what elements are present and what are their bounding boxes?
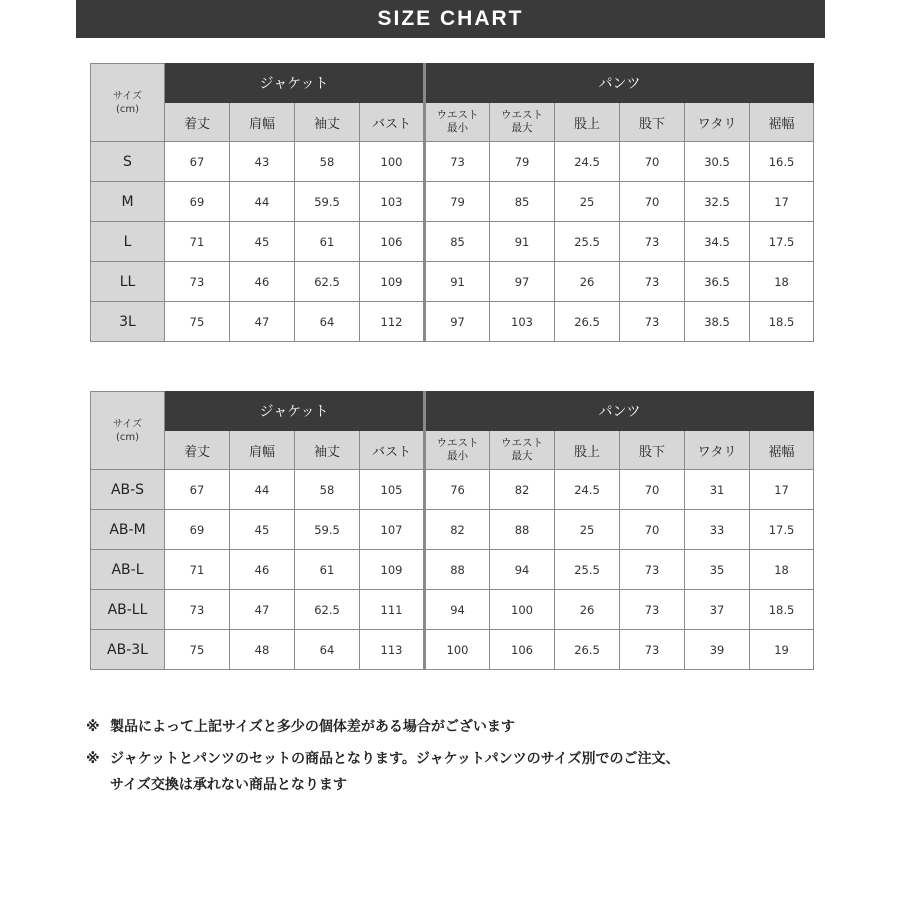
table-cell: 75 [165,630,230,670]
table-cell: 43 [230,142,295,182]
size-column-header [91,392,165,470]
column-header [555,431,620,470]
column-header [230,431,295,470]
table-cell: 17 [750,470,814,510]
table-row [91,182,814,222]
group-header-row [91,392,814,431]
table-cell: 24.5 [555,142,620,182]
group-header-row [91,64,814,103]
size-table-ab [90,391,814,670]
table-cell: 112 [360,302,425,342]
table-cell: 85 [425,222,490,262]
table-cell: 91 [425,262,490,302]
note-mark: ※ [86,751,100,767]
table-cell: 62.5 [295,262,360,302]
jacket-group-header: ジャケット [165,392,425,431]
table-cell: 73 [620,590,685,630]
pants-group-header: パンツ [425,64,814,103]
table-cell: 37 [685,590,750,630]
table-cell: 109 [360,262,425,302]
column-header-row [91,103,814,142]
table-row [91,142,814,182]
note-line: 製品によって上記サイズと多少の個体差がある場合がございます [110,719,515,735]
column-header [490,103,555,142]
table-cell: 48 [230,630,295,670]
banner-title: SIZE CHART [377,7,524,30]
table-cell: 79 [490,142,555,182]
table-row [91,222,814,262]
column-header [620,103,685,142]
column-header-label: ウエスト [436,109,479,121]
unit-label: (cm) [115,103,140,115]
table-cell: 59.5 [295,510,360,550]
table-cell: 47 [230,302,295,342]
table-cell: 39 [685,630,750,670]
table-cell: 38.5 [685,302,750,342]
note-line: ジャケットとパンツのセットの商品となります。ジャケットパンツのサイズ別でのご注文、 [110,751,680,767]
pants-group-header: パンツ [425,392,814,431]
table-cell: 64 [295,630,360,670]
table-cell: 67 [165,142,230,182]
table-cell: 26 [555,262,620,302]
table-cell: 32.5 [685,182,750,222]
column-header [295,103,360,142]
size-row-header: 3L [91,302,165,342]
table-cell: 58 [295,142,360,182]
table-cell: 61 [295,550,360,590]
table-row [91,262,814,302]
table-cell: 26.5 [555,630,620,670]
table-row [91,550,814,590]
table-cell: 69 [165,510,230,550]
column-header-label: 股上 [574,444,601,460]
table-cell: 100 [360,142,425,182]
size-row-header: L [91,222,165,262]
table-cell: 19 [750,630,814,670]
size-row-header: AB-L [91,550,165,590]
column-header-label: 肩幅 [248,116,275,132]
column-header [490,431,555,470]
table-cell: 35 [685,550,750,590]
table-cell: 82 [425,510,490,550]
note-line: サイズ交換は承れない商品となります [110,777,347,793]
table-cell: 97 [425,302,490,342]
table-cell: 73 [620,302,685,342]
table-cell: 44 [230,182,295,222]
size-column-header [91,64,165,142]
table-cell: 58 [295,470,360,510]
column-header-row [91,431,814,470]
table-cell: 31 [685,470,750,510]
column-header [425,431,490,470]
table-cell: 94 [425,590,490,630]
table-cell: 70 [620,470,685,510]
table-cell: 45 [230,510,295,550]
table-row [91,470,814,510]
table-cell: 70 [620,510,685,550]
table-cell: 113 [360,630,425,670]
table-row [91,590,814,630]
table-cell: 25 [555,510,620,550]
column-header-label: ウエスト [501,437,544,449]
table-cell: 97 [490,262,555,302]
table-cell: 106 [360,222,425,262]
table-cell: 67 [165,470,230,510]
table-cell: 73 [620,630,685,670]
table-cell: 16.5 [750,142,814,182]
column-header [230,103,295,142]
table-cell: 111 [360,590,425,630]
table-cell: 18.5 [750,302,814,342]
table-cell: 73 [165,590,230,630]
note [86,746,886,798]
table-cell: 85 [490,182,555,222]
size-row-header: AB-S [91,470,165,510]
table-cell: 33 [685,510,750,550]
table-cell: 18 [750,262,814,302]
table-cell: 94 [490,550,555,590]
table-cell: 103 [490,302,555,342]
size-row-header: LL [91,262,165,302]
table-cell: 46 [230,262,295,302]
column-header [750,103,814,142]
table-cell: 100 [425,630,490,670]
column-header [165,431,230,470]
table-cell: 45 [230,222,295,262]
table-cell: 88 [425,550,490,590]
column-header-sub: 最大 [511,450,533,462]
size-row-header: AB-M [91,510,165,550]
column-header [425,103,490,142]
column-header-label: ウエスト [436,437,479,449]
column-header [750,431,814,470]
table-cell: 88 [490,510,555,550]
table-cell: 70 [620,142,685,182]
table-cell: 46 [230,550,295,590]
size-table-regular [90,63,814,342]
note-body [110,714,515,740]
table-cell: 59.5 [295,182,360,222]
column-header-label: ウエスト [501,109,544,121]
table-cell: 100 [490,590,555,630]
column-header-label: 裾幅 [768,444,795,460]
table-row [91,510,814,550]
column-header-label: ワタリ [697,116,737,132]
table-cell: 103 [360,182,425,222]
table-cell: 18.5 [750,590,814,630]
size-label: サイズ [112,90,143,102]
table-cell: 106 [490,630,555,670]
table-cell: 76 [425,470,490,510]
column-header [685,431,750,470]
table-cell: 75 [165,302,230,342]
column-header [620,431,685,470]
column-header-label: 袖丈 [313,116,340,132]
table-cell: 25.5 [555,550,620,590]
table-cell: 109 [360,550,425,590]
table-cell: 17.5 [750,222,814,262]
column-header-label: 肩幅 [248,444,275,460]
table-cell: 73 [425,142,490,182]
table-cell: 105 [360,470,425,510]
size-row-header: S [91,142,165,182]
column-header-label: 股下 [639,116,666,132]
note-body [110,746,680,798]
unit-label: (cm) [115,431,140,443]
table-cell: 47 [230,590,295,630]
table-cell: 26 [555,590,620,630]
table-cell: 91 [490,222,555,262]
table-cell: 17 [750,182,814,222]
table-cell: 73 [165,262,230,302]
column-header [685,103,750,142]
column-header-label: 着丈 [183,444,210,460]
table-cell: 71 [165,222,230,262]
table-cell: 73 [620,550,685,590]
note [86,714,886,740]
column-header-label: ワタリ [697,444,737,460]
column-header-label: 股上 [574,116,601,132]
note-mark: ※ [86,719,100,735]
table-cell: 70 [620,182,685,222]
column-header-label: 股下 [639,444,666,460]
table-cell: 71 [165,550,230,590]
table-cell: 82 [490,470,555,510]
table-cell: 18 [750,550,814,590]
column-header [360,431,425,470]
size-row-header: AB-3L [91,630,165,670]
column-header-label: バスト [372,116,412,132]
column-header-label: バスト [372,444,412,460]
column-header [555,103,620,142]
table-cell: 30.5 [685,142,750,182]
column-header [360,103,425,142]
column-header [295,431,360,470]
column-header-label: 着丈 [183,116,210,132]
size-row-header: M [91,182,165,222]
table-cell: 25.5 [555,222,620,262]
size-label: サイズ [112,418,143,430]
jacket-group-header: ジャケット [165,64,425,103]
table-cell: 17.5 [750,510,814,550]
table-cell: 79 [425,182,490,222]
column-header-sub: 最小 [447,450,469,462]
table-cell: 73 [620,262,685,302]
table-cell: 73 [620,222,685,262]
table-cell: 69 [165,182,230,222]
table-row [91,302,814,342]
size-row-header: AB-LL [91,590,165,630]
table-cell: 107 [360,510,425,550]
column-header [165,103,230,142]
table-cell: 44 [230,470,295,510]
column-header-label: 裾幅 [768,116,795,132]
table-cell: 34.5 [685,222,750,262]
table-cell: 61 [295,222,360,262]
table-cell: 36.5 [685,262,750,302]
table-cell: 24.5 [555,470,620,510]
column-header-sub: 最小 [447,122,469,134]
table-cell: 64 [295,302,360,342]
notes [86,714,886,798]
column-header-sub: 最大 [511,122,533,134]
table-cell: 62.5 [295,590,360,630]
column-header-label: 袖丈 [313,444,340,460]
table-cell: 25 [555,182,620,222]
size-chart-banner [76,0,825,38]
table-cell: 26.5 [555,302,620,342]
table-row [91,630,814,670]
